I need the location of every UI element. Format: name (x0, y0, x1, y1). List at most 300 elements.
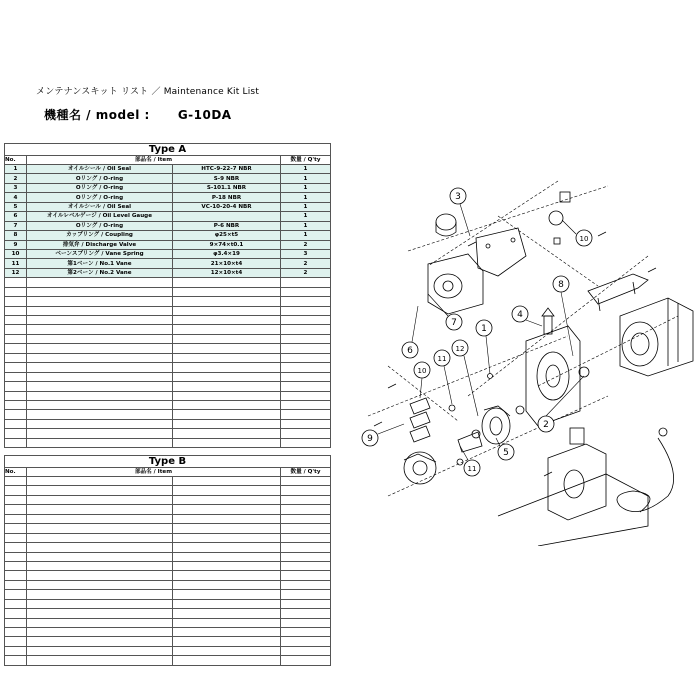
empty-no-cell (5, 325, 27, 334)
part-no: 6 (5, 212, 27, 221)
part-qty: 1 (281, 202, 331, 211)
empty-no-cell (5, 391, 27, 400)
empty-no-cell (5, 419, 27, 428)
empty-name-cell (27, 533, 173, 542)
empty-table-row (5, 372, 331, 381)
empty-name-cell (27, 514, 173, 523)
empty-no-cell (5, 477, 27, 486)
empty-no-cell (5, 571, 27, 580)
empty-name-cell (27, 353, 173, 362)
empty-spec-cell (173, 410, 281, 419)
part-spec: φ25×t5 (173, 231, 281, 240)
empty-name-cell (27, 400, 173, 409)
header-qty: 数量 / Q'ty (281, 156, 331, 165)
part-qty: 1 (281, 183, 331, 192)
empty-name-cell (27, 325, 173, 334)
bottom-rotor-part (404, 452, 436, 484)
empty-no-cell (5, 590, 27, 599)
part-name: ベーンスプリング / Vane Spring (27, 249, 173, 258)
empty-spec-cell (173, 580, 281, 589)
empty-table-row (5, 505, 331, 514)
part-no: 2 (5, 174, 27, 183)
part-qty: 2 (281, 259, 331, 268)
part-qty: 3 (281, 249, 331, 258)
part-spec: S-9 NBR (173, 174, 281, 183)
empty-name-cell (27, 646, 173, 655)
part-spec: P-6 NBR (173, 221, 281, 230)
empty-spec-cell (173, 533, 281, 542)
empty-spec-cell (173, 344, 281, 353)
svg-text:11: 11 (437, 355, 447, 363)
part-spec (173, 212, 281, 221)
empty-table-row (5, 599, 331, 608)
vane-parts (410, 398, 430, 442)
empty-name-cell (27, 372, 173, 381)
empty-name-cell (27, 552, 173, 561)
header-no: No. (5, 468, 27, 477)
empty-spec-cell (173, 400, 281, 409)
svg-text:1: 1 (481, 324, 487, 334)
empty-spec-cell (173, 363, 281, 372)
empty-table-row (5, 325, 331, 334)
empty-spec-cell (173, 495, 281, 504)
empty-table-row (5, 334, 331, 343)
exploded-parts-diagram (348, 176, 698, 546)
empty-name-cell (27, 628, 173, 637)
empty-spec-cell (173, 618, 281, 627)
part-name: オイルシール / Oil Seal (27, 165, 173, 174)
svg-text:2: 2 (543, 420, 549, 430)
empty-qty-cell (281, 334, 331, 343)
empty-spec-cell (173, 486, 281, 495)
part-qty: 1 (281, 193, 331, 202)
empty-spec-cell (173, 316, 281, 325)
empty-no-cell (5, 316, 27, 325)
oil-gauge-cap-part (436, 214, 456, 236)
empty-qty-cell (281, 505, 331, 514)
part-no: 9 (5, 240, 27, 249)
empty-qty-cell (281, 514, 331, 523)
empty-no-cell (5, 287, 27, 296)
svg-text:11: 11 (467, 465, 477, 473)
empty-name-cell (27, 505, 173, 514)
empty-spec-cell (173, 656, 281, 665)
svg-text:3: 3 (455, 192, 461, 202)
empty-table-row (5, 297, 331, 306)
empty-no-cell (5, 505, 27, 514)
empty-qty-cell (281, 363, 331, 372)
empty-no-cell (5, 429, 27, 438)
empty-no-cell (5, 334, 27, 343)
power-cord-part (617, 428, 674, 512)
empty-no-cell (5, 580, 27, 589)
empty-no-cell (5, 637, 27, 646)
callout-4 (512, 306, 542, 326)
table-row (5, 212, 331, 221)
svg-text:10: 10 (579, 235, 589, 243)
empty-spec-cell (173, 325, 281, 334)
part-spec: HTC-9-22-7 NBR (173, 165, 281, 174)
svg-text:10: 10 (417, 367, 427, 375)
empty-name-cell (27, 306, 173, 315)
type-a-title-row (5, 144, 331, 156)
part-name: オイルレベルゲージ / Oil Level Gauge (27, 212, 173, 221)
empty-table-row (5, 344, 331, 353)
part-qty: 1 (281, 165, 331, 174)
part-qty: 1 (281, 212, 331, 221)
empty-name-cell (27, 599, 173, 608)
empty-table-row (5, 278, 331, 287)
empty-spec-cell (173, 429, 281, 438)
empty-table-row (5, 533, 331, 542)
empty-spec-cell (173, 552, 281, 561)
table-row (5, 183, 331, 192)
svg-text:8: 8 (558, 280, 564, 290)
part-no: 12 (5, 268, 27, 277)
part-name: オイルシール / Oil Seal (27, 202, 173, 211)
empty-spec-cell (173, 646, 281, 655)
empty-no-cell (5, 353, 27, 362)
empty-spec-cell (173, 391, 281, 400)
callout-8 (553, 276, 573, 356)
empty-no-cell (5, 278, 27, 287)
empty-name-cell (27, 524, 173, 533)
empty-spec-cell (173, 543, 281, 552)
empty-table-row (5, 637, 331, 646)
empty-spec-cell (173, 382, 281, 391)
header-item: 部品名 / Item (27, 156, 281, 165)
empty-table-row (5, 419, 331, 428)
model-line (44, 106, 232, 123)
part-qty: 1 (281, 174, 331, 183)
empty-no-cell (5, 438, 27, 447)
empty-qty-cell (281, 344, 331, 353)
callout-6 (402, 306, 418, 358)
empty-name-cell (27, 391, 173, 400)
empty-name-cell (27, 297, 173, 306)
empty-no-cell (5, 524, 27, 533)
empty-spec-cell (173, 514, 281, 523)
empty-spec-cell (173, 561, 281, 570)
empty-table-row (5, 410, 331, 419)
empty-qty-cell (281, 278, 331, 287)
empty-spec-cell (173, 477, 281, 486)
lower-housing-part (498, 428, 648, 546)
empty-name-cell (27, 486, 173, 495)
empty-name-cell (27, 410, 173, 419)
header-qty: 数量 / Q'ty (281, 468, 331, 477)
empty-table-row (5, 363, 331, 372)
hose-fitting-part (542, 308, 554, 334)
motor-part (620, 298, 693, 376)
empty-qty-cell (281, 561, 331, 570)
empty-no-cell (5, 495, 27, 504)
part-name: 第2ベーン / No.2 Vane (27, 268, 173, 277)
empty-name-cell (27, 618, 173, 627)
empty-qty-cell (281, 410, 331, 419)
handle-part (588, 274, 648, 311)
empty-no-cell (5, 372, 27, 381)
empty-name-cell (27, 656, 173, 665)
empty-spec-cell (173, 599, 281, 608)
table-row (5, 165, 331, 174)
empty-qty-cell (281, 287, 331, 296)
empty-table-row (5, 656, 331, 665)
empty-table-row (5, 391, 331, 400)
empty-qty-cell (281, 656, 331, 665)
empty-no-cell (5, 363, 27, 372)
empty-table-row (5, 524, 331, 533)
part-name: カップリング / Coupling (27, 231, 173, 240)
empty-name-cell (27, 609, 173, 618)
empty-no-cell (5, 561, 27, 570)
part-name: 排気弁 / Discharge Valve (27, 240, 173, 249)
empty-table-row (5, 316, 331, 325)
empty-table-row (5, 287, 331, 296)
part-no: 7 (5, 221, 27, 230)
part-name: Oリング / O-ring (27, 183, 173, 192)
empty-name-cell (27, 316, 173, 325)
header-no: No. (5, 156, 27, 165)
part-spec: S-101.1 NBR (173, 183, 281, 192)
empty-qty-cell (281, 580, 331, 589)
empty-qty-cell (281, 628, 331, 637)
empty-table-row (5, 628, 331, 637)
empty-table-row (5, 561, 331, 570)
empty-qty-cell (281, 637, 331, 646)
table-row (5, 231, 331, 240)
empty-no-cell (5, 514, 27, 523)
empty-qty-cell (281, 391, 331, 400)
empty-qty-cell (281, 429, 331, 438)
empty-qty-cell (281, 316, 331, 325)
empty-no-cell (5, 646, 27, 655)
empty-table-row (5, 571, 331, 580)
svg-text:5: 5 (503, 448, 509, 458)
svg-text:4: 4 (517, 310, 523, 320)
empty-no-cell (5, 618, 27, 627)
empty-table-row (5, 495, 331, 504)
part-no: 4 (5, 193, 27, 202)
svg-text:12: 12 (455, 345, 465, 353)
callout-9 (362, 424, 404, 446)
part-qty: 1 (281, 221, 331, 230)
part-qty: 2 (281, 268, 331, 277)
part-qty: 2 (281, 240, 331, 249)
small-seal-parts (449, 374, 524, 439)
kit-list-title: メンテナンスキット リスト ／ Maintenance Kit List (36, 87, 260, 97)
empty-qty-cell (281, 533, 331, 542)
empty-qty-cell (281, 599, 331, 608)
part-spec: φ3.4×19 (173, 249, 281, 258)
empty-name-cell (27, 477, 173, 486)
empty-table-row (5, 400, 331, 409)
empty-qty-cell (281, 524, 331, 533)
table-row (5, 193, 331, 202)
table-row (5, 268, 331, 277)
empty-spec-cell (173, 609, 281, 618)
type-b-table (4, 455, 331, 666)
callout-11-upper (434, 350, 452, 404)
empty-qty-cell (281, 353, 331, 362)
empty-table-row (5, 477, 331, 486)
part-qty: 1 (281, 231, 331, 240)
empty-qty-cell (281, 543, 331, 552)
empty-table-row (5, 382, 331, 391)
empty-qty-cell (281, 477, 331, 486)
empty-qty-cell (281, 382, 331, 391)
empty-qty-cell (281, 438, 331, 447)
empty-no-cell (5, 533, 27, 542)
svg-text:6: 6 (407, 346, 413, 356)
part-name: Oリング / O-ring (27, 174, 173, 183)
type-a-header-row (5, 156, 331, 165)
empty-qty-cell (281, 486, 331, 495)
header-item: 部品名 / Item (27, 468, 281, 477)
empty-spec-cell (173, 438, 281, 447)
empty-name-cell (27, 334, 173, 343)
gasket-plate-part (476, 228, 526, 276)
empty-spec-cell (173, 419, 281, 428)
empty-spec-cell (173, 372, 281, 381)
empty-qty-cell (281, 552, 331, 561)
empty-no-cell (5, 656, 27, 665)
callout-10-lower (414, 362, 430, 398)
empty-name-cell (27, 495, 173, 504)
type-a-table (4, 143, 331, 448)
empty-spec-cell (173, 306, 281, 315)
empty-table-row (5, 486, 331, 495)
empty-no-cell (5, 410, 27, 419)
empty-qty-cell (281, 571, 331, 580)
empty-name-cell (27, 344, 173, 353)
empty-name-cell (27, 561, 173, 570)
empty-table-row (5, 306, 331, 315)
empty-spec-cell (173, 524, 281, 533)
callout-12 (452, 340, 478, 416)
part-spec: VC-10-20-4 NBR (173, 202, 281, 211)
empty-no-cell (5, 628, 27, 637)
empty-name-cell (27, 438, 173, 447)
type-a-title: Type A (5, 144, 331, 156)
part-spec: P-18 NBR (173, 193, 281, 202)
empty-qty-cell (281, 495, 331, 504)
empty-name-cell (27, 419, 173, 428)
empty-name-cell (27, 382, 173, 391)
empty-table-row (5, 580, 331, 589)
empty-name-cell (27, 287, 173, 296)
empty-qty-cell (281, 646, 331, 655)
model-label: 機種名 / model : (44, 108, 150, 122)
empty-table-row (5, 609, 331, 618)
empty-table-row (5, 429, 331, 438)
empty-no-cell (5, 297, 27, 306)
table-row (5, 221, 331, 230)
empty-qty-cell (281, 400, 331, 409)
table-row (5, 259, 331, 268)
empty-qty-cell (281, 419, 331, 428)
empty-spec-cell (173, 287, 281, 296)
empty-qty-cell (281, 372, 331, 381)
empty-table-row (5, 514, 331, 523)
empty-table-row (5, 618, 331, 627)
empty-spec-cell (173, 278, 281, 287)
empty-name-cell (27, 429, 173, 438)
empty-spec-cell (173, 571, 281, 580)
empty-no-cell (5, 609, 27, 618)
svg-text:9: 9 (367, 434, 373, 444)
part-no: 5 (5, 202, 27, 211)
empty-no-cell (5, 344, 27, 353)
empty-spec-cell (173, 628, 281, 637)
empty-table-row (5, 438, 331, 447)
empty-table-row (5, 646, 331, 655)
callout-10 (562, 220, 592, 246)
table-row (5, 202, 331, 211)
callout-3 (450, 188, 470, 236)
part-no: 11 (5, 259, 27, 268)
part-spec: 9×74×t0.1 (173, 240, 281, 249)
table-row (5, 249, 331, 258)
part-no: 3 (5, 183, 27, 192)
part-no: 8 (5, 231, 27, 240)
part-spec: 21×10×t4 (173, 259, 281, 268)
empty-name-cell (27, 571, 173, 580)
empty-qty-cell (281, 306, 331, 315)
empty-qty-cell (281, 297, 331, 306)
table-row (5, 240, 331, 249)
pump-housing-part (428, 254, 483, 314)
part-spec: 12×10×t4 (173, 268, 281, 277)
callout-1 (476, 320, 492, 374)
empty-name-cell (27, 580, 173, 589)
empty-no-cell (5, 552, 27, 561)
empty-no-cell (5, 382, 27, 391)
empty-spec-cell (173, 505, 281, 514)
empty-table-row (5, 543, 331, 552)
model-value: G-10DA (177, 108, 232, 122)
top-small-parts (549, 192, 570, 244)
empty-spec-cell (173, 590, 281, 599)
empty-qty-cell (281, 590, 331, 599)
empty-name-cell (27, 590, 173, 599)
type-b-title: Type B (5, 456, 331, 468)
type-b-header-row (5, 468, 331, 477)
empty-name-cell (27, 363, 173, 372)
empty-no-cell (5, 400, 27, 409)
assembly-lines (368, 181, 678, 496)
empty-spec-cell (173, 334, 281, 343)
part-no: 1 (5, 165, 27, 174)
empty-spec-cell (173, 637, 281, 646)
empty-table-row (5, 353, 331, 362)
empty-qty-cell (281, 325, 331, 334)
part-no: 10 (5, 249, 27, 258)
empty-qty-cell (281, 609, 331, 618)
part-name: 第1ベーン / No.1 Vane (27, 259, 173, 268)
empty-spec-cell (173, 353, 281, 362)
svg-text:7: 7 (451, 318, 457, 328)
empty-spec-cell (173, 297, 281, 306)
empty-table-row (5, 590, 331, 599)
empty-name-cell (27, 278, 173, 287)
part-name: Oリング / O-ring (27, 221, 173, 230)
callout-5 (496, 438, 514, 460)
empty-table-row (5, 552, 331, 561)
part-name: Oリング / O-ring (27, 193, 173, 202)
empty-no-cell (5, 599, 27, 608)
callout-2 (538, 376, 584, 432)
